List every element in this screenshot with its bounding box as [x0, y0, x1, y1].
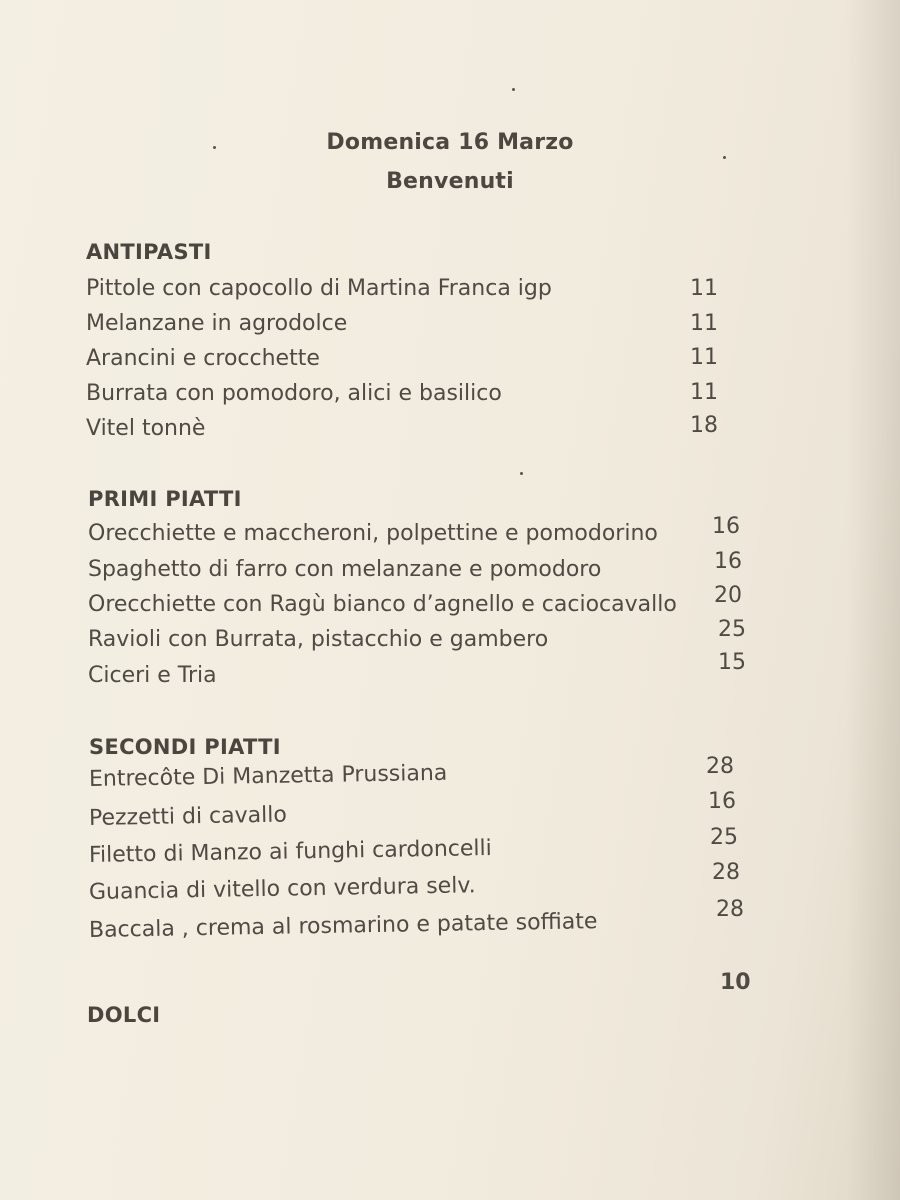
menu-item-price: 15 [718, 650, 746, 675]
menu-item-name: Orecchiette con Ragù bianco d’agnello e caciocavallo [88, 592, 677, 617]
menu-date: Domenica 16 Marzo [326, 130, 574, 155]
menu-item-name: Arancini e crocchette [86, 346, 320, 371]
paper-speck [512, 88, 515, 91]
menu-item-name: Melanzane in agrodolce [86, 311, 348, 336]
menu-item-price: 25 [718, 617, 746, 642]
section-title-secondi-piatti: SECONDI PIATTI [89, 735, 281, 759]
section-title-primi-piatti: PRIMI PIATTI [88, 487, 242, 511]
menu-item-price: 11 [690, 311, 718, 336]
menu-item-price: 11 [690, 380, 718, 405]
dolci-price: 10 [720, 970, 751, 995]
menu-item-price: 20 [714, 583, 742, 608]
menu-item-price: 16 [712, 514, 740, 539]
section-title-dolci: DOLCI [87, 1003, 161, 1027]
menu-item-name: Orecchiette e maccheroni, polpettine e pomodorino [88, 521, 658, 546]
section-title-antipasti: ANTIPASTI [86, 240, 212, 264]
menu-item-name: Pittole con capocollo di Martina Franca igp [86, 276, 552, 301]
menu-item-price: 11 [690, 345, 718, 370]
menu-item-name: Guancia di vitello con verdura selv. [88, 873, 476, 905]
menu-item-name: Ravioli con Burrata, pistacchio e gambero [88, 627, 549, 652]
paper-speck [520, 472, 523, 475]
menu-item-price: 28 [712, 860, 740, 885]
menu-item-price: 16 [708, 789, 736, 814]
menu-item-price: 16 [714, 549, 742, 574]
menu-item-name: Filetto di Manzo ai funghi cardoncelli [88, 835, 492, 868]
menu-greeting: Benvenuti [386, 169, 514, 194]
menu-item-name: Entrecôte Di Manzetta Prussiana [88, 760, 448, 792]
menu-item-price: 11 [690, 276, 718, 301]
menu-item-price: 28 [716, 897, 744, 922]
paper-speck [723, 156, 726, 159]
menu-item-name: Vitel tonnè [86, 416, 206, 441]
menu-item-price: 28 [706, 754, 734, 779]
menu-item-price: 18 [690, 413, 718, 438]
menu-item-name: Burrata con pomodoro, alici e basilico [86, 381, 502, 406]
menu-item-name: Spaghetto di farro con melanzane e pomodoro [88, 557, 602, 582]
menu-item-name: Baccala , crema al rosmarino e patate soffiate [88, 909, 598, 943]
menu-item-name: Pezzetti di cavallo [88, 802, 288, 831]
menu-item-name: Ciceri e Tria [88, 663, 217, 688]
menu-item-price: 25 [710, 825, 738, 850]
